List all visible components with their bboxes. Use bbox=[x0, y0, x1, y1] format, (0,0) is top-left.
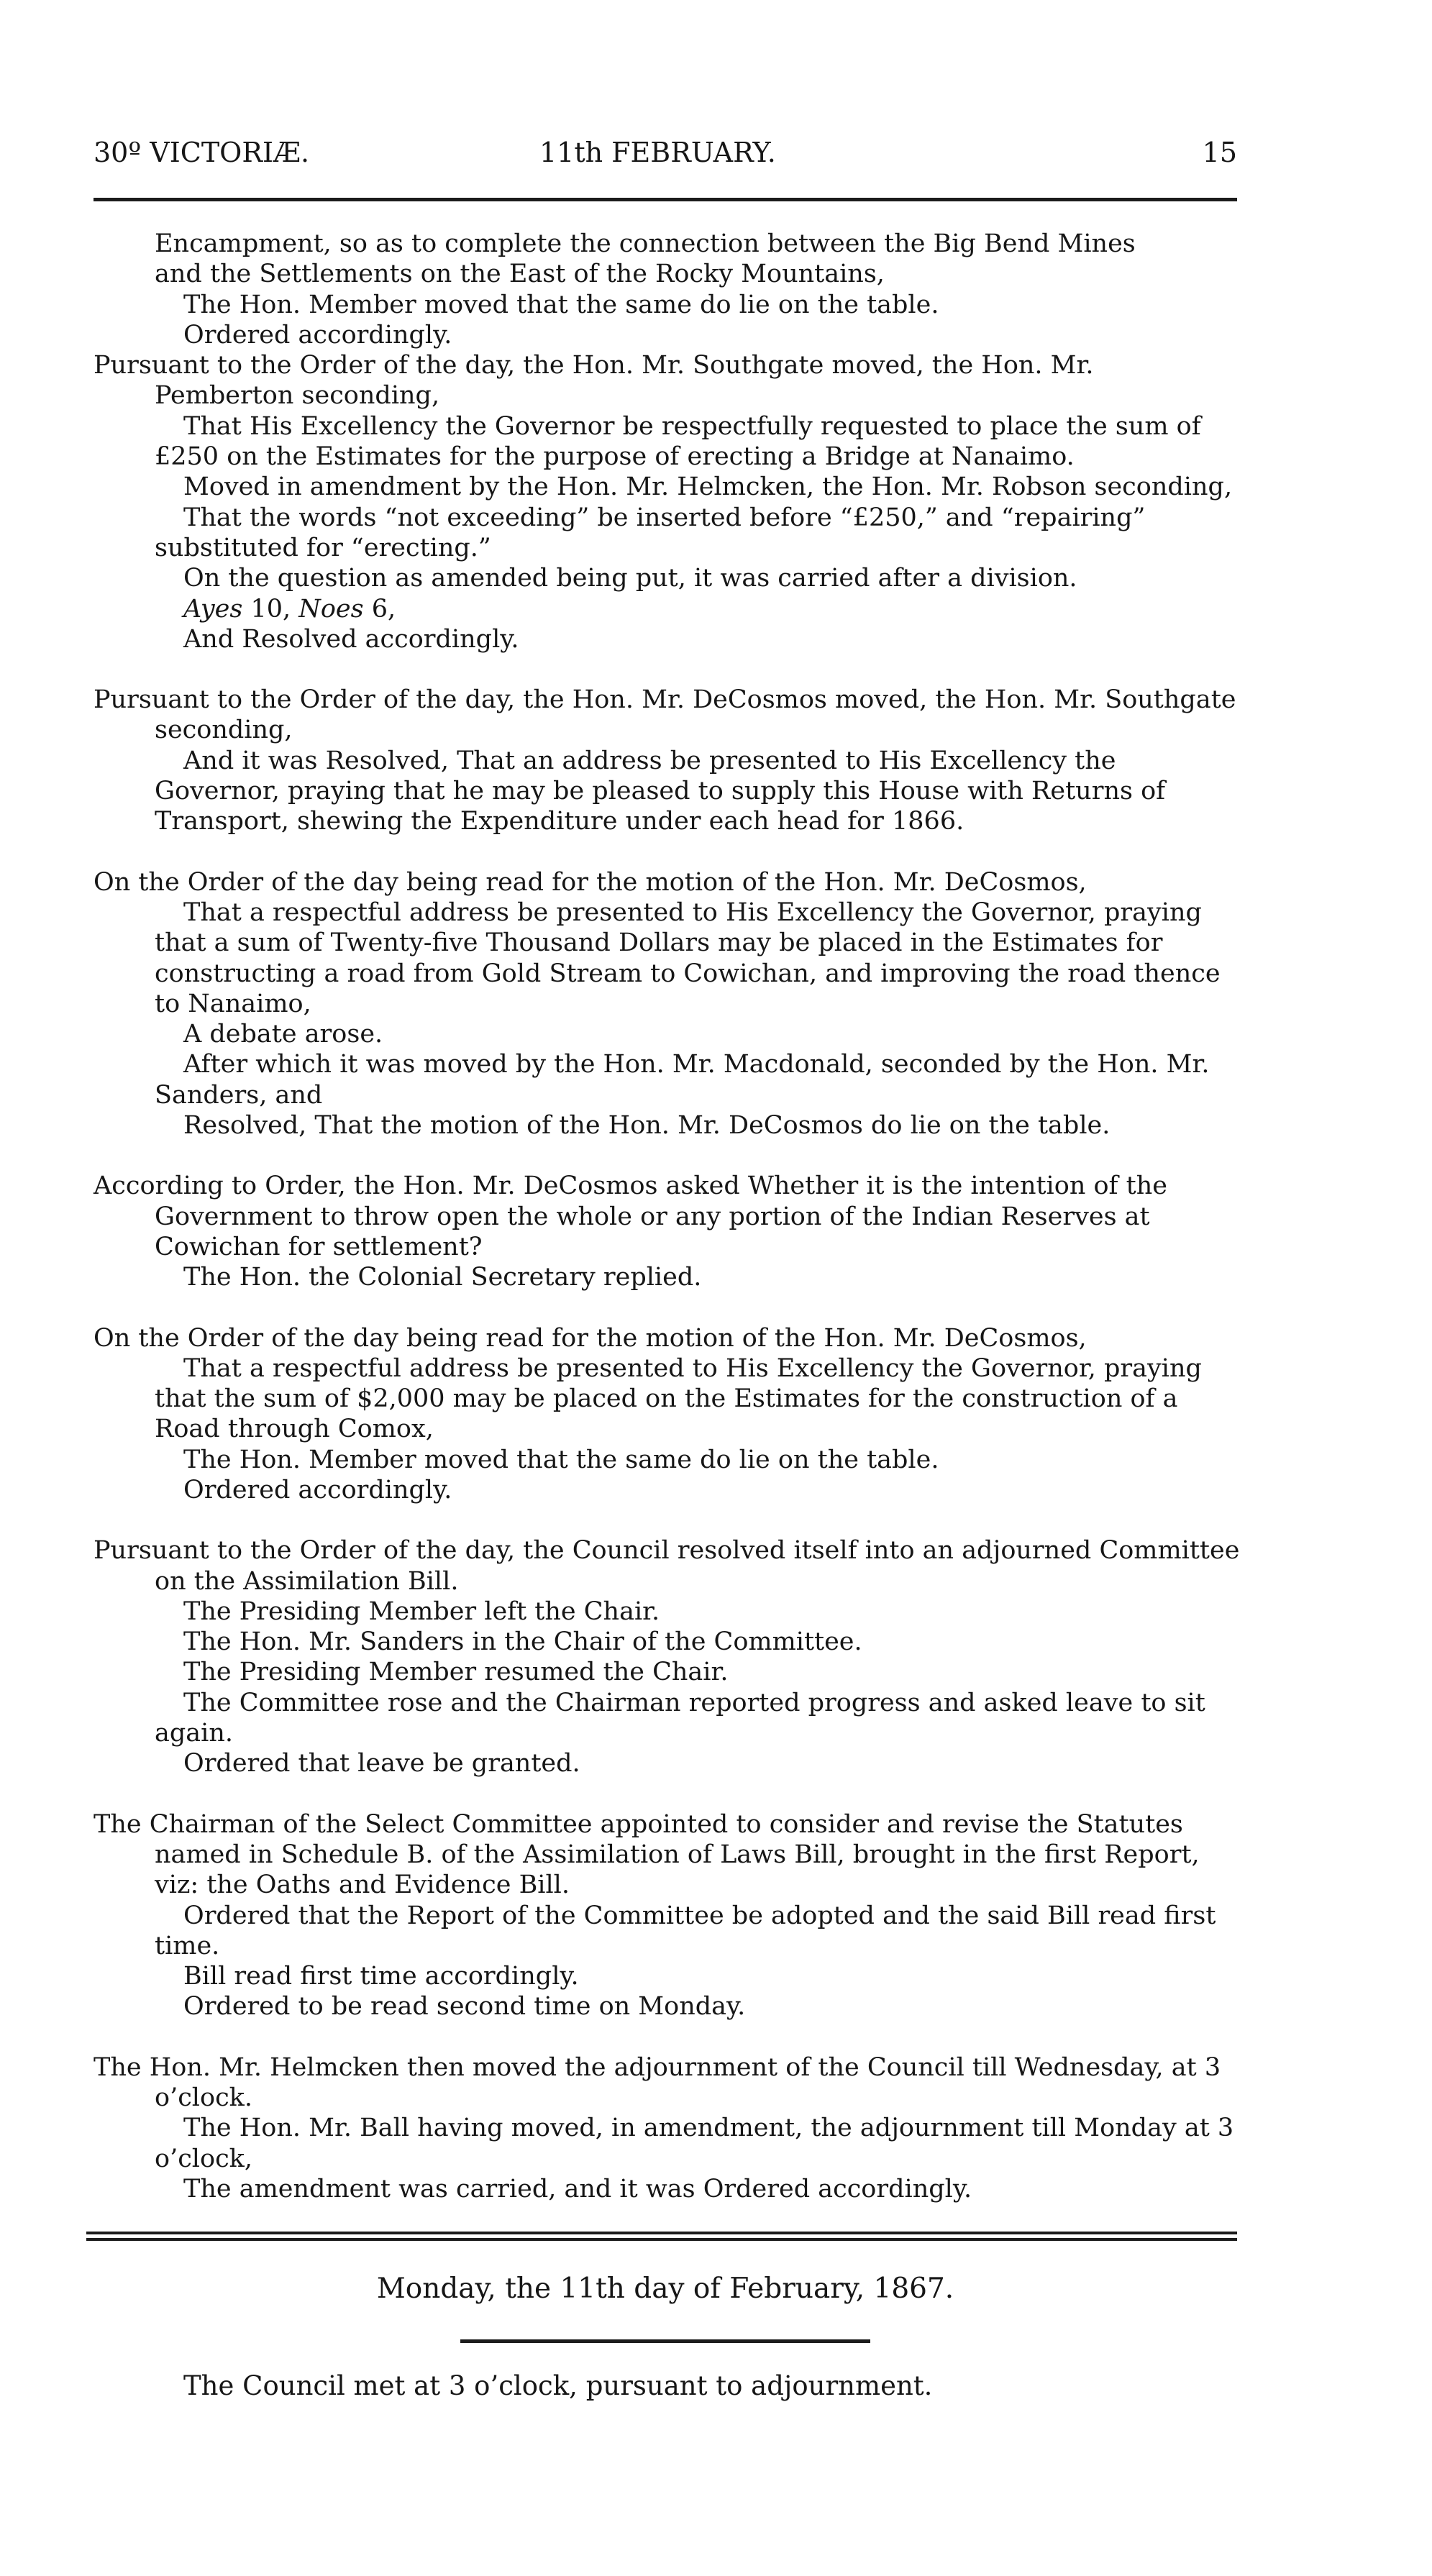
text-run: 6, bbox=[363, 594, 396, 624]
session-label: 30º VICTORIÆ. bbox=[94, 137, 310, 168]
paragraph-gap bbox=[94, 1779, 1241, 1809]
journal-paragraph: Ordered accordingly. bbox=[183, 320, 452, 350]
journal-paragraph: That the words “not exceeding” be inserted before “£250,” and “repairing” substituted for “erecting.” bbox=[155, 503, 1146, 562]
text-run: 10, bbox=[242, 594, 299, 624]
journal-paragraph: That His Excellency the Governor be respectfully requested to place the sum of £250 on the Estimates for the purpose of erecting a Bridge at Nanaimo. bbox=[155, 411, 1201, 472]
paragraph-gap bbox=[94, 837, 1241, 867]
sitting-date-heading: Monday, the 11th day of February, 1867. bbox=[376, 2273, 954, 2305]
journal-paragraph: On the Order of the day being read for the motion of the Hon. Mr. DeCosmos, bbox=[94, 867, 1087, 897]
date-heading: 11th FEBRUARY. bbox=[539, 137, 776, 168]
paragraph-gap bbox=[94, 2022, 1241, 2052]
paragraph-gap bbox=[94, 1293, 1241, 1323]
paragraph-gap bbox=[94, 1141, 1241, 1171]
journal-paragraph: Moved in amendment by the Hon. Mr. Helmcken, the Hon. Mr. Robson seconding, bbox=[183, 472, 1233, 502]
journal-paragraph: Pursuant to the Order of the day, the Council resolved itself into an adjourned Committee on the Assimilation Bill. bbox=[94, 1536, 1240, 1596]
journal-paragraph: And it was Resolved, That an address be presented to His Excellency the Governor, praying that he may be pleased to supply this House with Returns of Transport, shewing the Expenditure under each head for 1866. bbox=[155, 746, 1166, 836]
journal-paragraph: The Presiding Member left the Chair. bbox=[183, 1597, 660, 1626]
journal-paragraph: According to Order, the Hon. Mr. DeCosmos asked Whether it is the intention of the Government to throw open the whole or any portion of the Indian Reserves at Cowichan for settlement? bbox=[94, 1171, 1167, 1261]
journal-paragraph: That a respectful address be presented to His Excellency the Governor, praying that a sum of Twenty-five Thousand Dollars may be placed in the Estimates for constructing a road from Gold Stream to Cowichan, and improving the road thence to Nanaimo, bbox=[155, 898, 1221, 1018]
journal-paragraph: Ordered to be read second time on Monday. bbox=[183, 1992, 746, 2022]
journal-paragraph: And Resolved accordingly. bbox=[183, 624, 519, 654]
header-rule bbox=[94, 198, 1237, 201]
short-rule bbox=[460, 2339, 870, 2343]
journal-paragraph: The Hon. the Colonial Secretary replied. bbox=[183, 1263, 702, 1292]
journal-paragraph: Resolved, That the motion of the Hon. Mr. DeCosmos do lie on the table. bbox=[183, 1111, 1111, 1141]
journal-paragraph: A debate arose. bbox=[183, 1020, 383, 1049]
italic-text: Ayes bbox=[183, 594, 243, 624]
paragraph-gap bbox=[94, 654, 1241, 685]
paragraph-gap bbox=[94, 1505, 1241, 1535]
italic-text: Noes bbox=[298, 594, 364, 624]
journal-paragraph: Encampment, so as to complete the connection between the Big Bend Mines bbox=[155, 229, 1136, 258]
journal-paragraph: Ordered that leave be granted. bbox=[183, 1749, 580, 1778]
journal-paragraph bbox=[94, 594, 1241, 624]
journal-paragraph: The Hon. Member moved that the same do lie on the table. bbox=[183, 290, 939, 319]
journal-paragraph: On the Order of the day being read for the motion of the Hon. Mr. DeCosmos, bbox=[94, 1323, 1087, 1353]
section-double-rule-top bbox=[86, 2232, 1237, 2234]
journal-paragraph: The amendment was carried, and it was Ordered accordingly. bbox=[183, 2174, 972, 2203]
journal-paragraph: and the Settlements on the East of the Rocky Mountains, bbox=[155, 260, 885, 289]
journal-paragraph: That a respectful address be presented to His Excellency the Governor, praying that the sum of $2,000 may be placed on the Estimates for the construction of a Road through Comox, bbox=[155, 1353, 1202, 1444]
journal-paragraph: The Hon. Mr. Helmcken then moved the adjournment of the Council till Wednesday, at 3 o’clock. bbox=[94, 2052, 1221, 2113]
journal-paragraph: Bill read first time accordingly. bbox=[183, 1962, 579, 1991]
journal-paragraph: The Hon. Mr. Ball having moved, in amendment, the adjournment till Monday at 3 o’clock, bbox=[155, 2114, 1234, 2173]
journal-paragraph: The Committee rose and the Chairman reported progress and asked leave to sit again. bbox=[155, 1688, 1205, 1748]
journal-paragraph: Ordered that the Report of the Committee be adopted and the said Bill read first time. bbox=[155, 1901, 1216, 1960]
journal-paragraph: After which it was moved by the Hon. Mr. Macdonald, seconded by the Hon. Mr. Sanders, and bbox=[155, 1050, 1210, 1110]
journal-body bbox=[94, 229, 1241, 2204]
section-double-rule-bottom bbox=[86, 2238, 1237, 2241]
closing-entry: The Council met at 3 o’clock, pursuant to adjournment. bbox=[183, 2370, 933, 2401]
journal-paragraph: Ordered accordingly. bbox=[183, 1475, 452, 1504]
journal-paragraph: On the question as amended being put, it was carried after a division. bbox=[183, 564, 1077, 593]
page-number: 15 bbox=[1202, 137, 1237, 168]
journal-paragraph: The Hon. Member moved that the same do lie on the table. bbox=[183, 1445, 939, 1474]
journal-paragraph: The Presiding Member resumed the Chair. bbox=[183, 1658, 729, 1687]
page-header bbox=[94, 137, 1237, 173]
journal-paragraph: Pursuant to the Order of the day, the Hon. Mr. Southgate moved, the Hon. Mr. Pemberton seconding, bbox=[94, 351, 1094, 411]
journal-paragraph: Pursuant to the Order of the day, the Hon. Mr. DeCosmos moved, the Hon. Mr. Southgate seconding, bbox=[94, 685, 1236, 745]
journal-paragraph: The Chairman of the Select Committee appointed to consider and revise the Statutes named in Schedule B. of the Assimilation of Laws Bill, brought in the first Report, viz: the Oaths and Evidence Bill. bbox=[94, 1809, 1200, 1900]
journal-paragraph: The Hon. Mr. Sanders in the Chair of the Committee. bbox=[183, 1627, 862, 1657]
